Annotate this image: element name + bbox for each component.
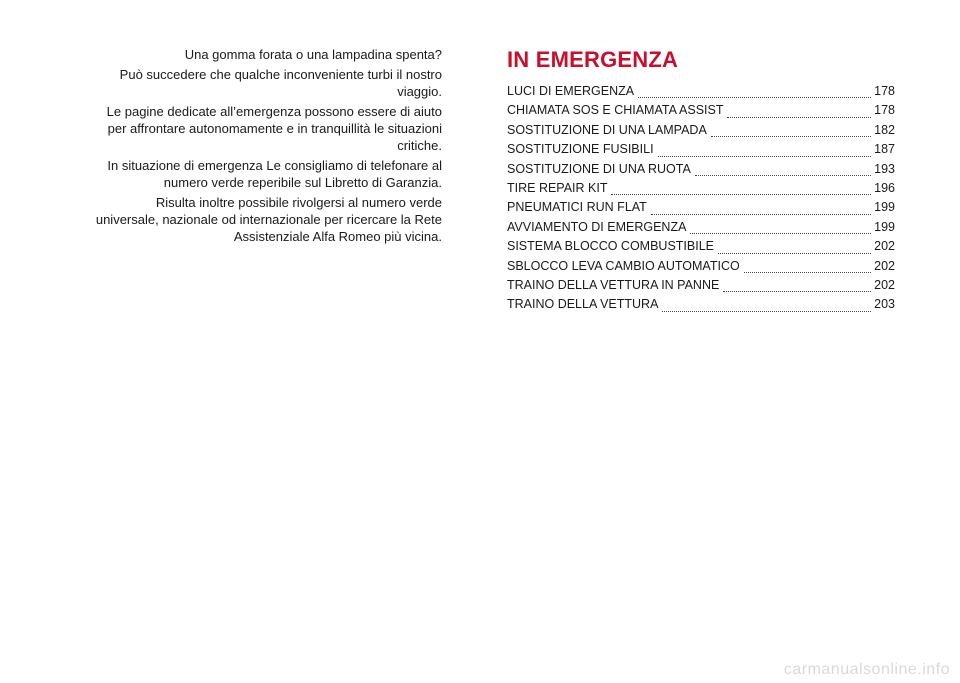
toc-entry[interactable]	[507, 237, 895, 256]
toc-entry-page: 187	[874, 142, 895, 157]
toc-entry-page: 199	[874, 219, 895, 234]
toc-entry-page: 196	[874, 180, 895, 195]
toc-entry-page: 202	[874, 277, 895, 292]
toc-entry[interactable]	[507, 140, 895, 159]
toc-leader-dots	[662, 311, 871, 312]
toc-entry-label: CHIAMATA SOS E CHIAMATA ASSIST	[507, 103, 724, 118]
section-title: IN EMERGENZA	[507, 47, 679, 72]
toc-leader-dots	[695, 175, 871, 176]
toc-entry-page: 202	[874, 239, 895, 254]
toc-entry-label: TRAINO DELLA VETTURA IN PANNE	[507, 277, 720, 292]
toc-leader-dots	[744, 272, 871, 273]
toc-entry-label: SOSTITUZIONE DI UNA LAMPADA	[507, 122, 707, 137]
toc-entry-page: 178	[874, 84, 895, 98]
toc-entry-label: TIRE REPAIR KIT	[507, 180, 608, 195]
toc-entry-label: SOSTITUZIONE DI UNA RUOTA	[507, 161, 691, 176]
toc-leader-dots	[711, 136, 871, 137]
toc-entry-label: SISTEMA BLOCCO COMBUSTIBILE	[507, 239, 714, 254]
toc-entry-label: SBLOCCO LEVA CAMBIO AUTOMATICO	[507, 258, 740, 273]
toc-entry-page: 178	[874, 103, 895, 118]
intro-text	[90, 46, 442, 248]
watermark: carmanualsonline.info	[783, 661, 950, 678]
toc-entry[interactable]	[507, 179, 895, 198]
toc-entry-page: 202	[874, 258, 895, 273]
toc-leader-dots	[611, 194, 871, 195]
toc-entry-label: LUCI DI EMERGENZA	[507, 84, 635, 98]
toc-entry[interactable]	[507, 121, 895, 140]
intro-paragraph: In situazione di emergenza Le consigliamo di telefonare al numero verde reperibile sul Libretto di Garanzia.	[107, 158, 442, 190]
intro-paragraph: Una gomma forata o una lampadina spenta?	[184, 47, 442, 62]
intro-paragraph: Può succedere che qualche inconveniente turbi il nostro viaggio.	[119, 67, 442, 99]
toc-entry-page: 182	[874, 122, 895, 137]
toc-entry-page: 199	[874, 200, 895, 215]
toc-entry[interactable]	[507, 160, 895, 179]
toc-leader-dots	[718, 253, 871, 254]
toc-entry[interactable]	[507, 198, 895, 217]
emergency-section	[507, 48, 895, 315]
toc-entry[interactable]	[507, 276, 895, 295]
intro-paragraph: Risulta inoltre possibile rivolgersi al numero verde universale, nazionale od internazionale per ricercare la Rete Assistenziale Alfa Romeo più vicina.	[95, 195, 442, 244]
toc-entry-label: TRAINO DELLA VETTURA	[507, 297, 659, 312]
toc-entry[interactable]	[507, 101, 895, 120]
toc-leader-dots	[651, 214, 871, 215]
toc-leader-dots	[638, 97, 871, 98]
toc-leader-dots	[723, 291, 871, 292]
toc-entry-label: PNEUMATICI RUN FLAT	[507, 200, 647, 215]
toc-entry-label: AVVIAMENTO DI EMERGENZA	[507, 219, 687, 234]
intro-paragraph: Le pagine dedicate all’emergenza possono essere di aiuto per affrontare autonomamente e in tranquillità le situazioni critiche.	[106, 104, 442, 153]
table-of-contents	[507, 82, 895, 315]
toc-entry[interactable]	[507, 257, 895, 276]
toc-entry-page: 193	[874, 161, 895, 176]
toc-entry[interactable]	[507, 218, 895, 237]
toc-leader-dots	[690, 233, 871, 234]
toc-entry[interactable]	[507, 295, 895, 314]
toc-entry-page: 203	[874, 297, 895, 312]
toc-entry[interactable]	[507, 82, 895, 101]
toc-entry-label: SOSTITUZIONE FUSIBILI	[507, 142, 654, 157]
toc-leader-dots	[658, 156, 872, 157]
toc-leader-dots	[727, 117, 871, 118]
